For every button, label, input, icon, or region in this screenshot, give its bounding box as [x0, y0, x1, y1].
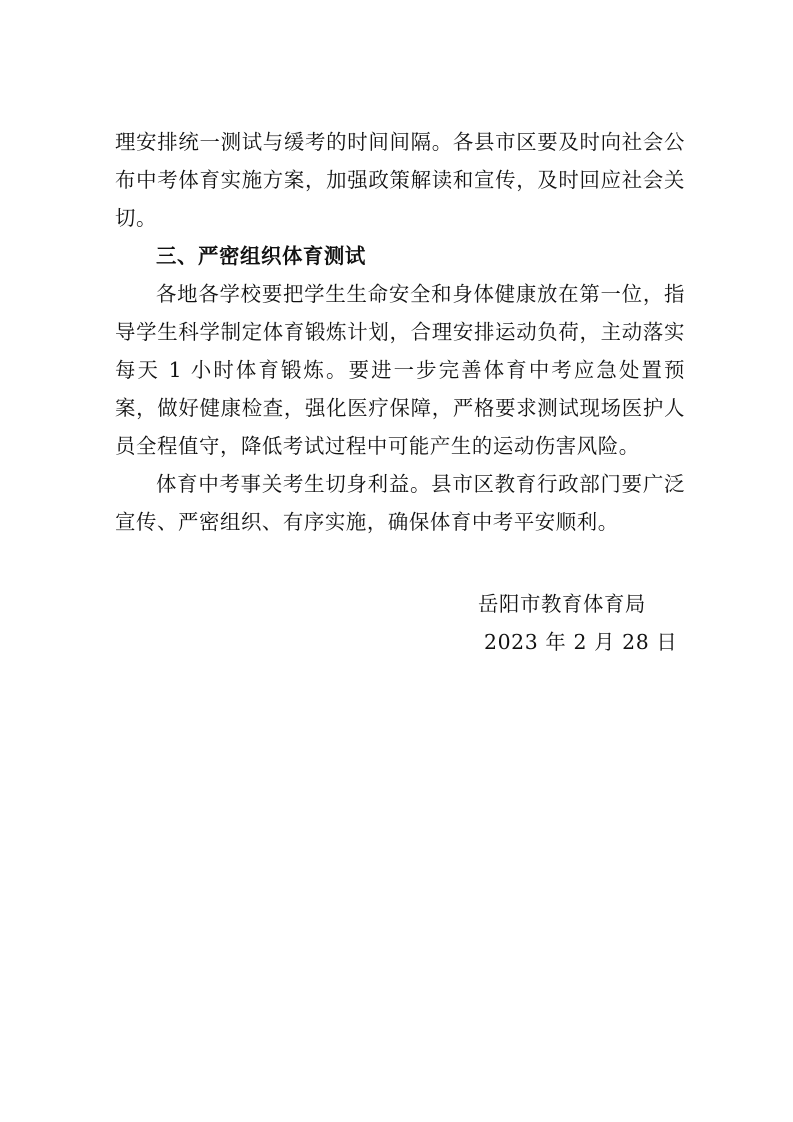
- paragraph-continuation: 理安排统一测试与缓考的时间间隔。各县市区要及时向社会公布中考体育实施方案，加强政策解读和宣传，及时回应社会关切。: [115, 130, 685, 230]
- section-heading: 三、严密组织体育测试: [156, 244, 366, 268]
- signature-date: 2023 年 2 月 28 日: [484, 630, 678, 654]
- paragraph-safety: 各地各学校要把学生生命安全和身体健康放在第一位，指导学生科学制定体育锻炼计划，合理安排运动负荷，主动落实每天 1 小时体育锻炼。要进一步完善体育中考应急处置预案，做好健康检查，强化医疗保障，严格要求测试现场医护人员全程值守，降低考试过程中可能产生的运动伤害风险。: [115, 282, 685, 458]
- paragraph-conclusion: 体育中考事关考生切身利益。县市区教育行政部门要广泛宣传、严密组织、有序实施，确保体育中考平安顺利。: [115, 472, 685, 534]
- signature-organization: 岳阳市教育体育局: [478, 592, 646, 616]
